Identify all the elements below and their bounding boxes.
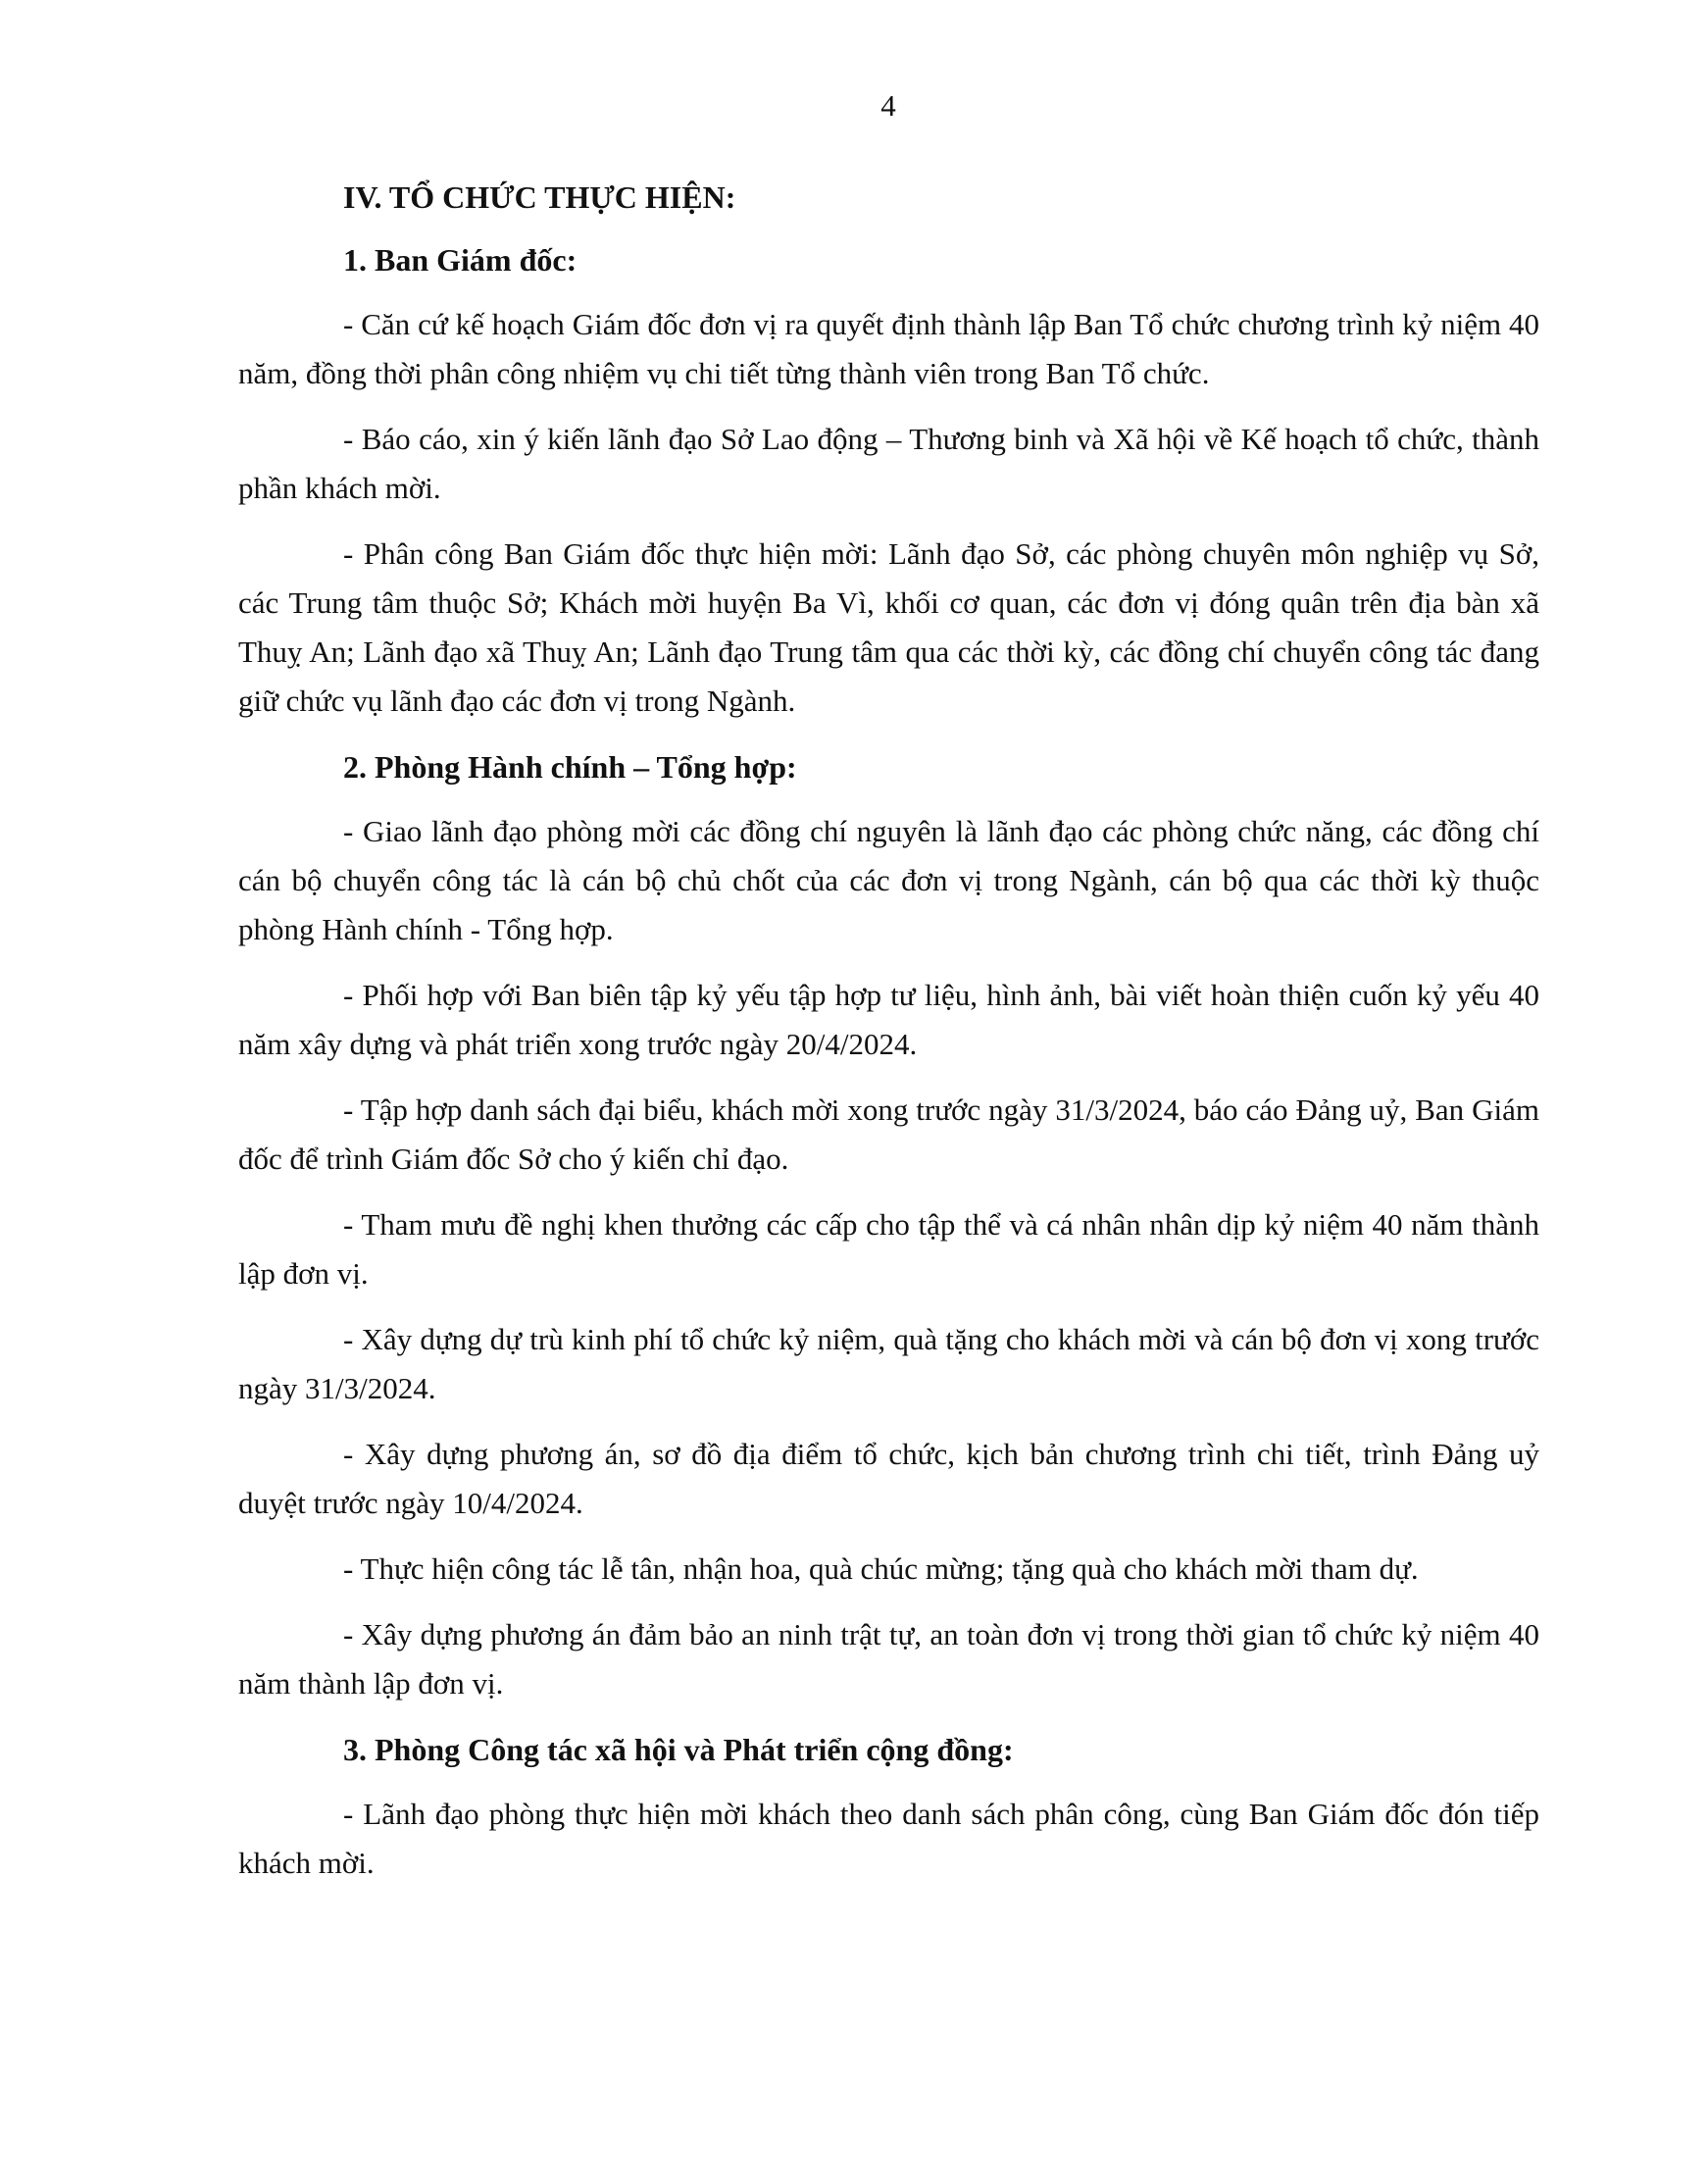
paragraph: - Giao lãnh đạo phòng mời các đồng chí nguyên là lãnh đạo các phòng chức năng, các đồng chí cán bộ chuyển công tác là cán bộ chủ chốt của các đơn vị trong Ngành, cán bộ qua các thời kỳ thuộc phòng Hành chính - Tổng hợp. [238, 814, 1539, 946]
paragraph: - Lãnh đạo phòng thực hiện mời khách theo danh sách phân công, cùng Ban Giám đốc đón tiếp khách mời. [238, 1797, 1539, 1880]
subsection-ban-giam-doc [238, 235, 1539, 726]
subsection-title: 1. Ban Giám đốc: [343, 242, 578, 278]
paragraph: - Tham mưu đề nghị khen thưởng các cấp cho tập thể và cá nhân nhân dịp kỷ niệm 40 năm thành lập đơn vị. [238, 1207, 1539, 1291]
paragraph: - Căn cứ kế hoạch Giám đốc đơn vị ra quyết định thành lập Ban Tổ chức chương trình kỷ niệm 40 năm, đồng thời phân công nhiệm vụ chi tiết từng thành viên trong Ban Tổ chức. [238, 307, 1539, 390]
section-title: IV. TỔ CHỨC THỰC HIỆN: [343, 179, 736, 215]
subsection-title: 3. Phòng Công tác xã hội và Phát triển cộng đồng: [343, 1732, 1014, 1767]
subsection-phong-cong-tac-xa-hoi [238, 1725, 1539, 1888]
paragraph: - Tập hợp danh sách đại biểu, khách mời xong trước ngày 31/3/2024, báo cáo Đảng uỷ, Ban Giám đốc để trình Giám đốc Sở cho ý kiến chỉ đạo. [238, 1092, 1539, 1176]
paragraph: - Phối hợp với Ban biên tập kỷ yếu tập hợp tư liệu, hình ảnh, bài viết hoàn thiện cuốn kỷ yếu 40 năm xây dựng và phát triển xong trước ngày 20/4/2024. [238, 978, 1539, 1061]
paragraph: - Thực hiện công tác lễ tân, nhận hoa, quà chúc mừng; tặng quà cho khách mời tham dự. [343, 1551, 1419, 1586]
paragraph: - Xây dựng phương án, sơ đồ địa điểm tổ chức, kịch bản chương trình chi tiết, trình Đảng uỷ duyệt trước ngày 10/4/2024. [238, 1437, 1539, 1520]
subsection-title: 2. Phòng Hành chính – Tổng hợp: [343, 749, 797, 785]
paragraph: - Phân công Ban Giám đốc thực hiện mời: Lãnh đạo Sở, các phòng chuyên môn nghiệp vụ Sở, các Trung tâm thuộc Sở; Khách mời huyện Ba Vì, khối cơ quan, các đơn vị đóng quân trên địa bàn xã Thuỵ An; Lãnh đạo xã Thuỵ An; Lãnh đạo Trung tâm qua các thời kỳ, các đồng chí chuyển công tác đang giữ chức vụ lãnh đạo các đơn vị trong Ngành. [238, 536, 1539, 718]
document-body [238, 173, 1539, 1888]
paragraph: - Xây dựng dự trù kinh phí tổ chức kỷ niệm, quà tặng cho khách mời và cán bộ đơn vị xong trước ngày 31/3/2024. [238, 1322, 1539, 1405]
page-number: 4 [880, 88, 896, 123]
paragraph: - Báo cáo, xin ý kiến lãnh đạo Sở Lao động – Thương binh và Xã hội về Kế hoạch tổ chức, thành phần khách mời. [238, 422, 1539, 505]
paragraph: - Xây dựng phương án đảm bảo an ninh trật tự, an toàn đơn vị trong thời gian tổ chức kỷ niệm 40 năm thành lập đơn vị. [238, 1617, 1539, 1701]
subsection-phong-hanh-chinh-tong-hop [238, 742, 1539, 1708]
